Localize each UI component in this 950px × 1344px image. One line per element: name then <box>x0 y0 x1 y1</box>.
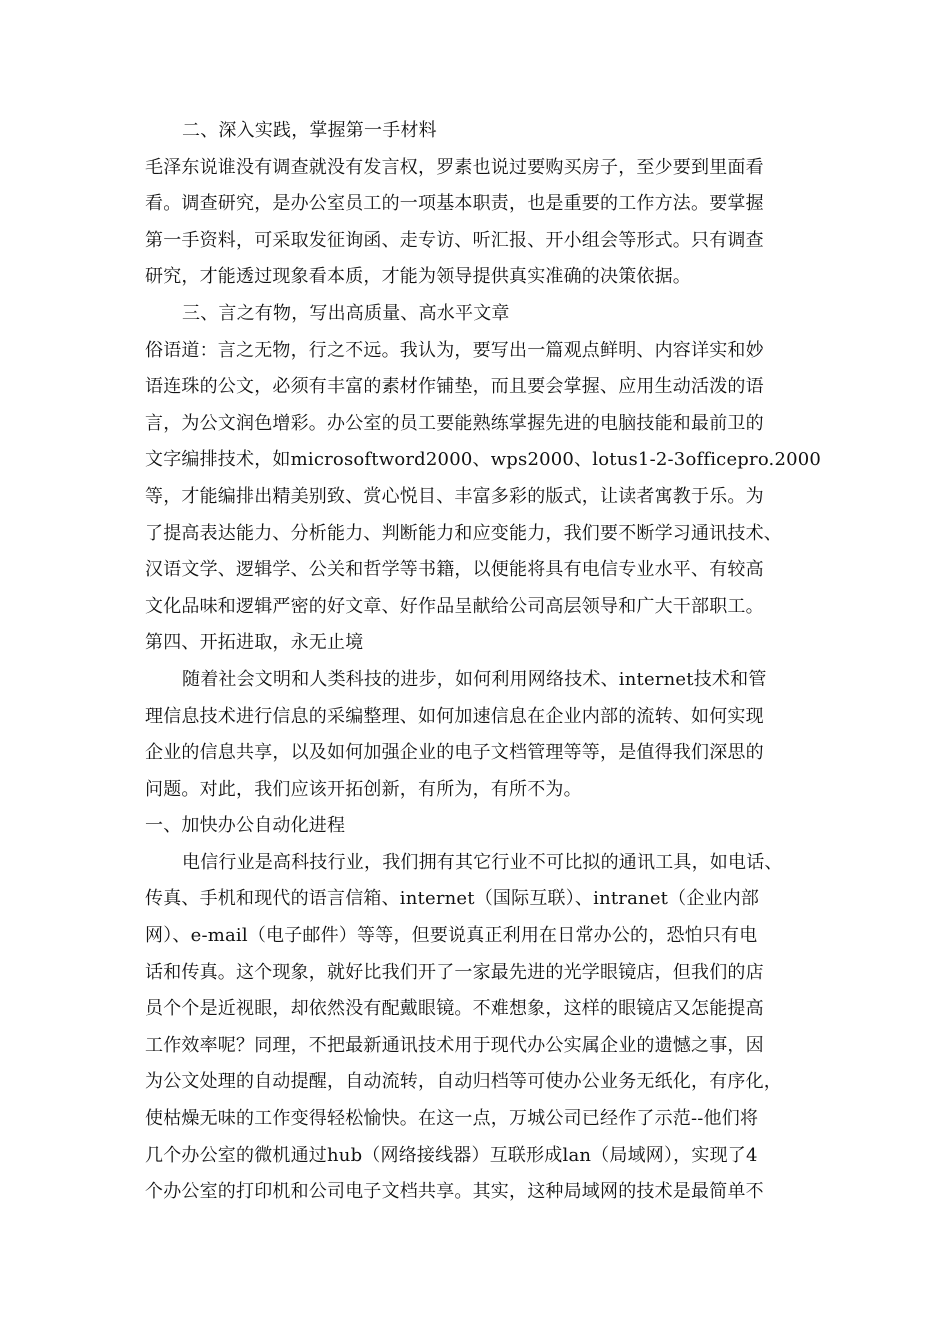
text-line: 个办公室的打印机和公司电子文档共享。其实，这种局域网的技术是最简单不 <box>145 1181 764 1203</box>
text-line: 了提高表达能力、分析能力、判断能力和应变能力，我们要不断学习通讯技术、 <box>145 522 782 544</box>
text-line: 言，为公文润色增彩。办公室的员工要能熟练掌握先进的电脑技能和最前卫的 <box>145 412 764 434</box>
text-line: 一、加快办公自动化进程 <box>145 815 346 837</box>
paragraph-heading-line: 二、深入实践，掌握第一手材料 <box>182 120 437 141</box>
paragraph-heading-line: 随着社会文明和人类科技的进步，如何利用网络技术、internet技术和管 <box>182 668 767 690</box>
text-line: 问题。对此，我们应该开拓创新，有所为，有所不为。 <box>145 778 582 800</box>
text-line: 工作效率呢？同理，不把最新通讯技术用于现代办公实属企业的遗憾之事，因 <box>145 1034 764 1056</box>
text-line: 几个办公室的微机通过hub（网络接线器）互联形成lan（局域网），实现了4 <box>145 1144 758 1166</box>
text-line: 等，才能编排出精美别致、赏心悦目、丰富多彩的版式，让读者寓教于乐。为 <box>145 485 764 507</box>
paragraph-heading-line: 三、言之有物，写出高质量、高水平文章 <box>182 302 510 324</box>
text-line: 看。调查研究，是办公室员工的一项基本职责，也是重要的工作方法。要掌握 <box>145 193 764 215</box>
text-line: 第四、开拓进取，永无止境 <box>145 632 364 654</box>
text-line: 为公文处理的自动提醒，自动流转，自动归档等可使办公业务无纸化，有序化， <box>145 1071 782 1093</box>
paragraph-heading-line: 电信行业是高科技行业，我们拥有其它行业不可比拟的通讯工具，如电话、 <box>182 851 783 873</box>
text-line: 网）、e-mail（电子邮件）等等，但要说真正利用在日常办公的，恐怕只有电 <box>145 925 758 947</box>
text-line: 研究，才能透过现象看本质，才能为领导提供真实准确的决策依据。 <box>145 266 691 288</box>
text-line: 毛泽东说谁没有调查就没有发言权，罗素也说过要购买房子，至少要到里面看 <box>145 156 764 178</box>
text-line: 使枯燥无味的工作变得轻松愉快。在这一点，万城公司已经作了示范--他们将 <box>145 1108 759 1130</box>
text-line: 理信息技术进行信息的采编整理、如何加速信息在企业内部的流转、如何实现 <box>145 705 764 727</box>
text-line: 汉语文学、逻辑学、公关和哲学等书籍，以便能将具有电信专业水平、有较高 <box>145 559 764 581</box>
text-line: 文字编排技术，如microsoftword2000、wps2000、lotus1-2-3officepro.2000 <box>145 449 822 471</box>
text-line: 企业的信息共享，以及如何加强企业的电子文档管理等等，是值得我们深思的 <box>145 742 764 764</box>
text-line: 员个个是近视眼，却依然没有配戴眼镜。不难想象，这样的眼镜店又怎能提高 <box>145 998 764 1020</box>
text-line: 第一手资料，可采取发征询函、走专访、听汇报、开小组会等形式。只有调查 <box>145 229 764 251</box>
text-line: 俗语道：言之无物，行之不远。我认为，要写出一篇观点鲜明、内容详实和妙 <box>145 339 764 361</box>
document-body <box>145 113 822 1211</box>
text-line: 传真、手机和现代的语言信箱、internet（国际互联）、intranet（企业内部 <box>145 888 760 910</box>
text-line: 话和传真。这个现象，就好比我们开了一家最先进的光学眼镜店，但我们的店 <box>145 961 764 983</box>
text-line: 文化品味和逻辑严密的好文章、好作品呈献给公司高层领导和广大干部职工。 <box>145 595 764 617</box>
text-line: 语连珠的公文，必须有丰富的素材作铺垫，而且要会掌握、应用生动活泼的语 <box>145 376 764 398</box>
